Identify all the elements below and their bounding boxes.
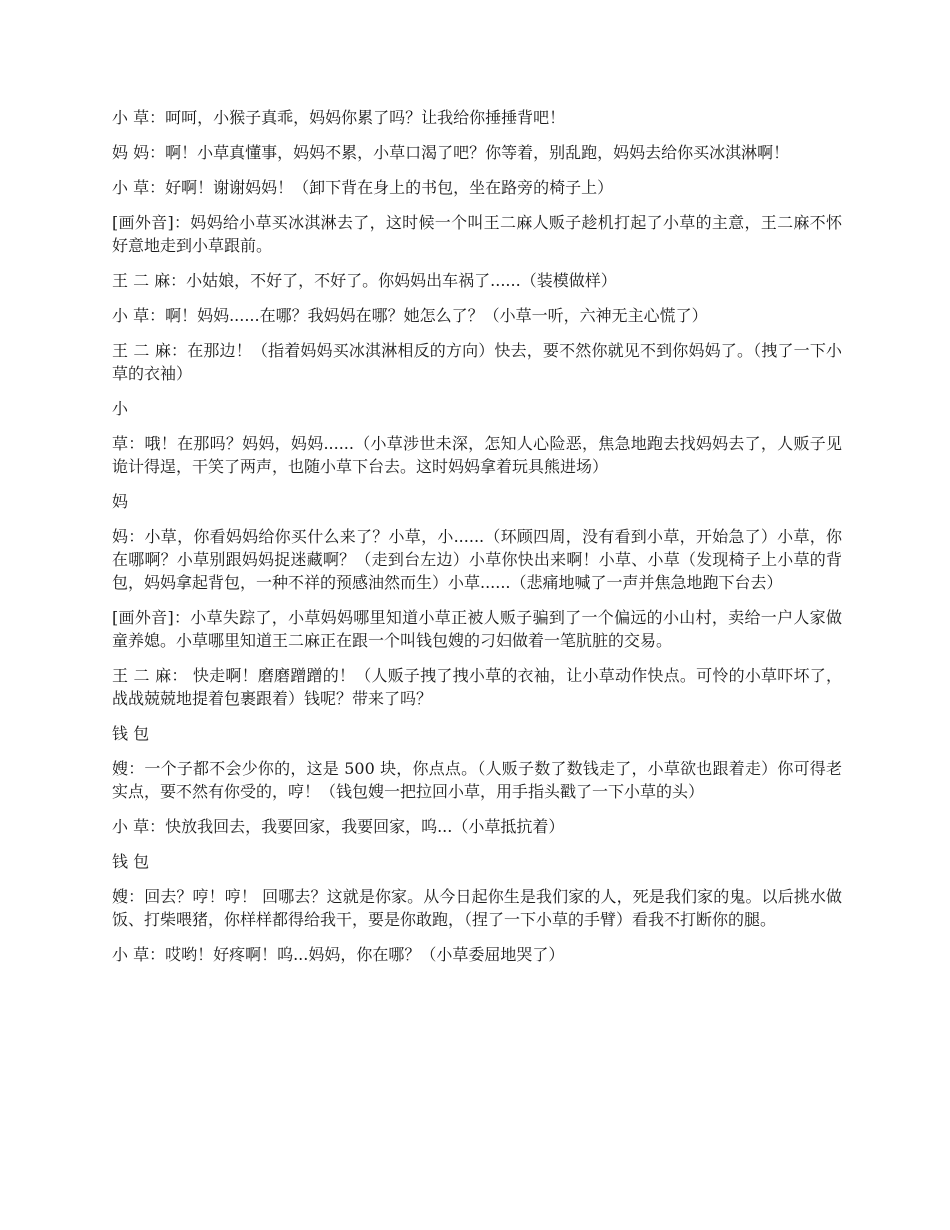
- paragraph: 小 草：好啊！谢谢妈妈！（卸下背在身上的书包，坐在路旁的椅子上）: [112, 178, 614, 197]
- paragraph: 王 二 麻：在那边！（指着妈妈买冰淇淋相反的方向）快去，要不然你就见不到你妈妈了。（拽了一下小草的衣袖）: [112, 341, 842, 383]
- paragraph: [画外音]：妈妈给小草买冰淇淋去了，这时候一个叫王二麻人贩子趁机打起了小草的主意，王二麻不怀好意地走到小草跟前。: [112, 213, 842, 255]
- paragraph: 嫂：回去？哼！哼！ 回哪去？这就是你家。从今日起你生是我们家的人，死是我们家的鬼。以后挑水做饭、打柴喂猪，你样样都得给我干，要是你敢跑，（捏了一下小草的手臂）看我不打断你的腿。: [112, 887, 842, 929]
- paragraph: [画外音]：小草失踪了，小草妈妈哪里知道小草正被人贩子骗到了一个偏远的小山村，卖给一户人家做童养媳。小草哪里知道王二麻正在跟一个叫钱包嫂的刁妇做着一笔肮脏的交易。: [112, 608, 842, 650]
- paragraph: 钱 包: [112, 724, 150, 743]
- document-page: [112, 106, 842, 978]
- paragraph: 嫂：一个子都不会少你的，这是 500 块，你点点。（人贩子数了数钱走了，小草欲也跟着走）你可得老实点，要不然有你受的，哼！（钱包嫂一把拉回小草，用手指头戳了一下小草的头）: [112, 759, 842, 801]
- paragraph: 小 草：啊！妈妈......在哪？我妈妈在哪？她怎么了？（小草一听，六神无主心慌了）: [112, 306, 708, 325]
- paragraph: 小: [112, 399, 129, 418]
- paragraph: 小 草：快放我回去，我要回家，我要回家，呜...（小草抵抗着）: [112, 817, 565, 836]
- paragraph: 小 草：哎哟！好疼啊！呜...妈妈，你在哪？（小草委屈地哭了）: [112, 945, 565, 964]
- paragraph: 妈: [112, 492, 129, 511]
- paragraph: 小 草：呵呵，小猴子真乖，妈妈你累了吗？让我给你捶捶背吧！: [112, 108, 566, 127]
- paragraph: 王 二 麻： 快走啊！磨磨蹭蹭的！（人贩子拽了拽小草的衣袖，让小草动作快点。可怜的小草吓坏了，战战兢兢地提着包裹跟着）钱呢？带来了吗？: [112, 666, 842, 708]
- paragraph: 王 二 麻：小姑娘，不好了，不好了。你妈妈出车祸了......（装模做样）: [112, 271, 617, 290]
- paragraph: 妈：小草，你看妈妈给你买什么来了？小草，小......（环顾四周，没有看到小草，开始急了）小草，你在哪啊？小草别跟妈妈捉迷藏啊？（走到台左边）小草你快出来啊！小草、小草（发现椅子上小草的背包，妈妈拿起背包，一种不祥的预感油然而生）小草......（悲痛地喊了一声并焦急地跑下台去）: [112, 527, 842, 592]
- paragraph: 钱 包: [112, 852, 150, 871]
- paragraph: 妈 妈：啊！小草真懂事，妈妈不累，小草口渴了吧？你等着，别乱跑，妈妈去给你买冰淇淋啊！: [112, 143, 790, 162]
- paragraph: 草：哦！在那吗？妈妈，妈妈......（小草涉世未深，怎知人心险恶，焦急地跑去找妈妈去了，人贩子见诡计得逞，干笑了两声，也随小草下台去。这时妈妈拿着玩具熊进场）: [112, 434, 842, 476]
